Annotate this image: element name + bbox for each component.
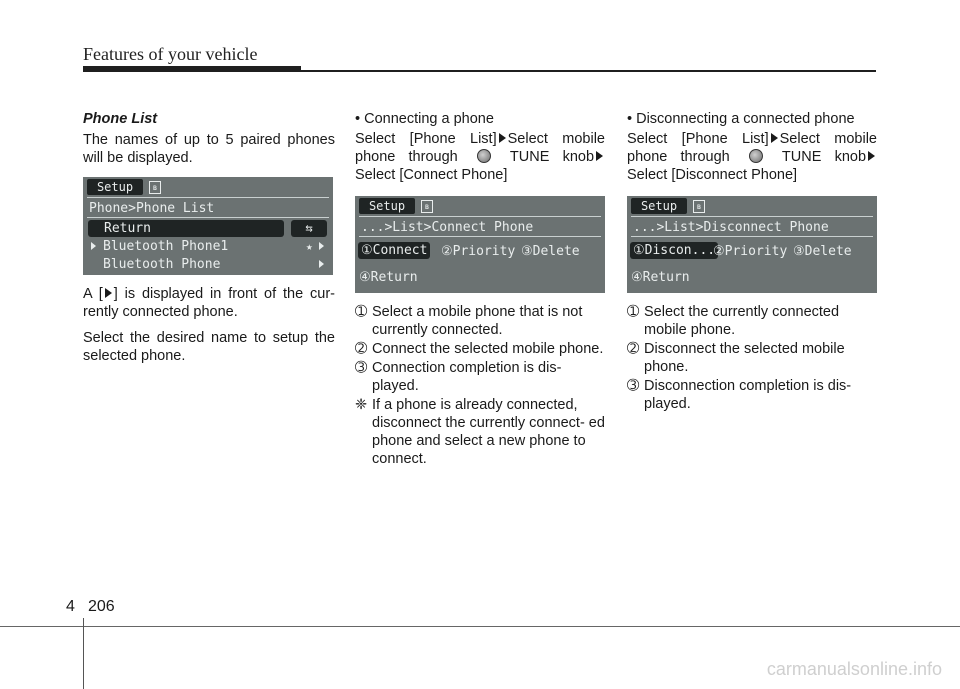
screen-divider <box>87 217 329 218</box>
page-header-title: Features of your vehicle <box>83 44 258 64</box>
screen-tab: Setup <box>87 179 143 195</box>
screen-path: ...>List>Connect Phone <box>361 220 534 235</box>
paragraph: A [ ] is displayed in front of the cur- rently connected phone. <box>83 286 335 320</box>
arrow-right-icon <box>319 242 324 250</box>
arrow-right-icon <box>499 133 506 143</box>
disconnect-phone-screen <box>627 196 877 293</box>
paragraph: Select the desired name to setup the selected phone. <box>83 330 335 364</box>
instruction-line: phone through TUNE knob <box>355 148 605 166</box>
step-item: ➂ Disconnection completion is dis- played. <box>627 378 852 412</box>
bluetooth-icon: ʙ <box>693 200 705 213</box>
step-item: ➁ Connect the selected mobile phone. <box>355 341 604 357</box>
screen-divider <box>631 216 873 217</box>
screen-option-selected: ①Connect <box>358 242 430 259</box>
step-item: ➂ Connection completion is dis- played. <box>355 360 562 394</box>
instruction-line: Select [Phone List] Select mobile <box>355 131 605 147</box>
instruction-line: phone through TUNE knob <box>627 148 877 166</box>
screen-item: Bluetooth Phone <box>103 257 221 272</box>
screen-tab: Setup <box>359 198 415 214</box>
note-item: ❈ If a phone is already connected, disconnect the currently connect- ed phone and select a new phone to connect. <box>355 397 605 467</box>
connect-phone-screen <box>355 196 605 293</box>
step-item: ➀ Select the currently connected mobile phone. <box>627 304 840 338</box>
screen-divider <box>359 236 601 237</box>
arrow-right-icon <box>868 151 875 161</box>
screen-path: Phone>Phone List <box>89 201 215 216</box>
star-icon: ★ <box>306 240 313 253</box>
screen-option-selected: ①Discon... <box>630 242 718 259</box>
screen-option: ②Priority <box>713 244 788 259</box>
paragraph: The names of up to 5 paired phones will be displayed. <box>83 132 335 166</box>
column-connect <box>355 110 605 469</box>
arrow-right-icon <box>105 288 112 298</box>
screen-option: ③Delete <box>793 244 852 259</box>
phone-list-screen <box>83 177 333 275</box>
section-number: 4 <box>66 598 75 615</box>
step-item: ➁ Disconnect the selected mobile phone. <box>627 341 845 375</box>
column-disconnect <box>627 110 877 414</box>
arrow-right-icon <box>319 260 324 268</box>
screen-divider <box>87 197 329 198</box>
header-rule-thin <box>83 70 876 72</box>
step-item: ➀ Select a mobile phone that is not currently connected. <box>355 304 583 338</box>
bullet-heading: • Disconnecting a connected phone <box>627 111 855 127</box>
arrow-right-icon <box>596 151 603 161</box>
tune-knob-icon <box>477 149 491 163</box>
page-number: 206 <box>88 598 115 615</box>
bluetooth-icon: ʙ <box>149 181 161 194</box>
section-title: Phone List <box>83 111 158 127</box>
connected-arrow-icon <box>91 242 96 250</box>
instruction-line: Select [Connect Phone] <box>355 167 508 183</box>
instruction-line: Select [Disconnect Phone] <box>627 167 798 183</box>
tune-knob-icon <box>749 149 763 163</box>
screen-item-return: Return <box>88 220 284 237</box>
return-icon: ⇆ <box>291 220 327 237</box>
column-phone-list <box>83 110 335 373</box>
screen-option: ④Return <box>359 270 418 285</box>
screen-option: ④Return <box>631 270 690 285</box>
footer-divider <box>83 618 84 689</box>
screen-item: Bluetooth Phone1 <box>103 239 229 254</box>
instruction-line: Select [Phone List] Select mobile <box>627 131 877 147</box>
screen-option: ②Priority <box>441 244 516 259</box>
footer-rule <box>0 626 960 627</box>
screen-divider <box>631 236 873 237</box>
screen-path: ...>List>Disconnect Phone <box>633 220 829 235</box>
bullet-heading: • Connecting a phone <box>355 111 494 127</box>
screen-tab: Setup <box>631 198 687 214</box>
arrow-right-icon <box>771 133 778 143</box>
screen-divider <box>359 216 601 217</box>
watermark: carmanualsonline.info <box>766 659 942 679</box>
bluetooth-icon: ʙ <box>421 200 433 213</box>
screen-option: ③Delete <box>521 244 580 259</box>
